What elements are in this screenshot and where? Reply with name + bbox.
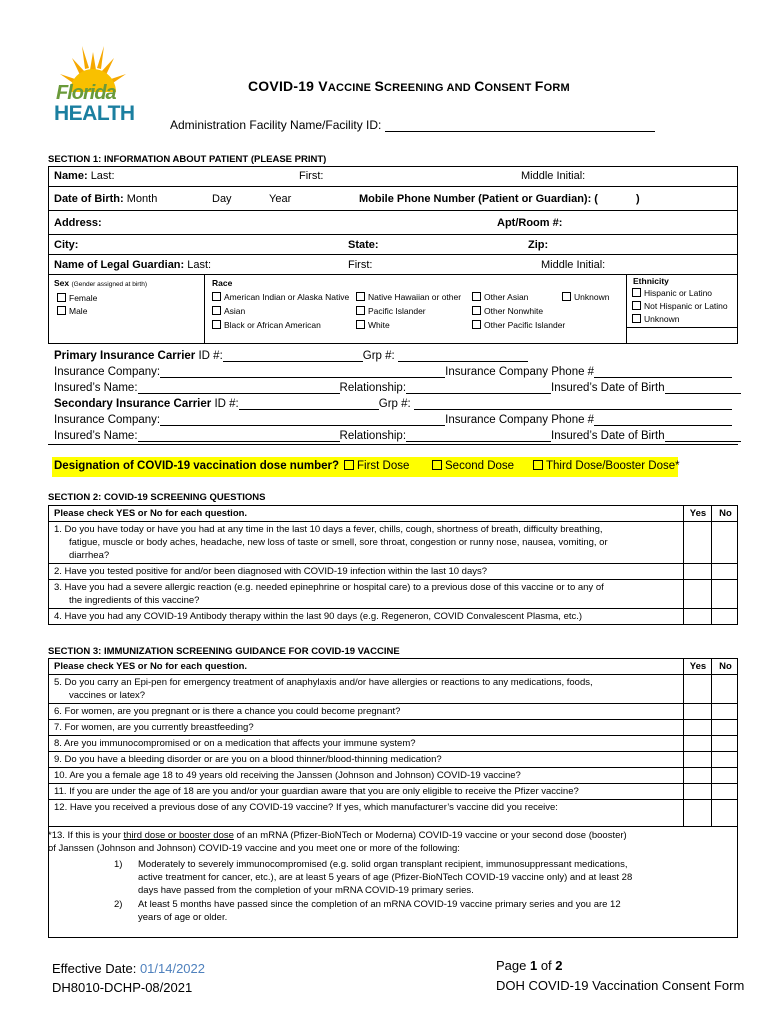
q5-no-cell[interactable] <box>711 675 739 703</box>
race-asian[interactable]: Asian <box>212 306 245 316</box>
q4-yes-cell[interactable] <box>683 609 712 624</box>
ethnicity-unknown[interactable]: Unknown <box>632 314 679 324</box>
primary-company-row[interactable]: Insurance Company: Insurance Company Phone # <box>54 365 732 378</box>
question-4-row[interactable]: 4. Have you had any COVID-19 Antibody therapy within the last 90 days (e.g. Regeneron, COVID Convalescent Plasma, etc.) <box>49 609 737 624</box>
q4-no-cell[interactable] <box>711 609 739 624</box>
q6-no-cell[interactable] <box>711 704 739 719</box>
question-3-row[interactable]: 3. Have you had a severe allergic reaction (e.g. needed epinephrine or hospital care) to a previous dose of this vaccine or to any of the ingredients of this vaccine? <box>49 580 737 609</box>
question-6-row[interactable]: 6. For women, are you pregnant or is there a chance you could become pregnant? <box>49 704 737 720</box>
q8-yes-cell[interactable] <box>683 736 712 751</box>
section2-table <box>48 505 738 625</box>
question-11-row[interactable]: 11. If you are under the age of 18 are you and/or your guardian aware that you are only eligible to receive the Pfizer vaccine? <box>49 784 737 800</box>
q2-no-cell[interactable] <box>711 564 739 579</box>
race-native-hawaiian[interactable]: Native Hawaiian or other <box>356 292 461 302</box>
secondary-company-row[interactable]: Insurance Company: Insurance Company Phone # <box>54 413 732 426</box>
race-other-asian[interactable]: Other Asian <box>472 292 528 302</box>
section3-table <box>48 658 738 938</box>
question-7-row[interactable]: 7. For women, are you currently breastfeeding? <box>49 720 737 736</box>
question-13-row[interactable]: *13. If this is your third dose or booster dose of an mRNA (Pfizer-BioNTech or Moderna) COVID-19 vaccine or your second dose (booster) of Janssen (Johnson and Johnson) COVID-19 vaccine and you meet one or more of the following: 1) Moderately to severely immunocompromised (e.g. solid organ transplant recipient, immunosuppressant medications, active treatment for cancer, etc.), are at least 5 years of age (Pfizer-BioNTech COVID-19 vaccine only) and at least 28 days have passed from the completion of your mRNA COVID-19 primary series. 2) At least 5 months have passed since the completion of an mRNA COVID-19 vaccine primary series and you are 12 years of age or older. <box>48 830 633 923</box>
male-checkbox[interactable]: Male <box>57 306 87 316</box>
race-black[interactable]: Black or African American <box>212 320 321 330</box>
q2-yes-cell[interactable] <box>683 564 712 579</box>
question-2-row[interactable]: 2. Have you tested positive for and/or been diagnosed with COVID-19 infection within the last 10 days? <box>49 564 737 580</box>
secondary-insured-row[interactable]: Insured’s Name: Relationship: Insured’s Date of Birth <box>54 429 741 442</box>
question-9-row[interactable]: 9. Do you have a bleeding disorder or are you on a blood thinner/blood-thinning medication? <box>49 752 737 768</box>
second-dose-checkbox[interactable]: Second Dose <box>432 460 514 472</box>
first-dose-checkbox[interactable]: First Dose <box>344 460 409 472</box>
q9-no-cell[interactable] <box>711 752 739 767</box>
question-10-row[interactable]: 10. Are you a female age 18 to 49 years old receiving the Janssen (Johnson and Johnson) COVID-19 vaccine? <box>49 768 737 784</box>
question-1-row[interactable]: 1. Do you have today or have you had at any time in the last 10 days a fever, chills, cough, shortness of breath, difficulty breathing, fatigue, muscle or body aches, headache, new loss of taste or smell, sore throat, congestion or runny nose, nausea, vomiting, or diarrhea? <box>49 522 737 564</box>
dose-designation-row: Designation of COVID-19 vaccination dose number? First Dose Second Dose Third Dose/Booster Dose* <box>52 457 678 477</box>
primary-insurance-row[interactable]: Primary Insurance Carrier ID #: Grp #: <box>54 349 528 362</box>
q8-no-cell[interactable] <box>711 736 739 751</box>
race-pacific-islander[interactable]: Pacific Islander <box>356 306 426 316</box>
third-dose-checkbox[interactable]: Third Dose/Booster Dose* <box>533 460 680 472</box>
q7-yes-cell[interactable] <box>683 720 712 735</box>
q3-yes-cell[interactable] <box>683 580 712 608</box>
q3-no-cell[interactable] <box>711 580 739 608</box>
q6-yes-cell[interactable] <box>683 704 712 719</box>
race-unknown[interactable]: Unknown <box>562 292 609 302</box>
q12-no-cell[interactable] <box>711 800 739 826</box>
race-white[interactable]: White <box>356 320 390 330</box>
q11-no-cell[interactable] <box>711 784 739 799</box>
section2-header-row: Please check YES or No for each question. Yes No <box>49 506 737 522</box>
primary-insured-row[interactable]: Insured’s Name: Relationship: Insured’s Date of Birth <box>54 381 741 394</box>
logo-word-health: HEALTH <box>54 102 135 125</box>
q5-yes-cell[interactable] <box>683 675 712 703</box>
question-5-row[interactable]: 5. Do you carry an Epi-pen for emergency treatment of anaphylaxis and/or have allergies or reactions to any medications, foods, vaccines or latex? <box>49 675 737 704</box>
patient-info-box: Name: Last: First: Middle Initial: Date of Birth: Month Day Year Mobile Phone Number (Patient or Guardian): ( ) Address: Apt/Room #: City: State: Zip: Name of Legal Guardian: Last: First: Middle Initial: Sex (Gender assigned at birth) Female Male Race American Indian or Alaska Native Asian Black or African American Native Hawaiian or other Pacific Islander White Other Asian Other Nonwhite Other Pacific Islander Unknown Ethnicity Hispanic or Latino Not Hispanic or Latino Unknown <box>48 166 738 344</box>
section1-heading: SECTION 1: INFORMATION ABOUT PATIENT (PLEASE PRINT) <box>48 154 327 165</box>
page-number: Page 1 of 2 <box>496 958 563 973</box>
form-title: COVID-19 VACCINE SCREENING AND CONSENT FORM <box>248 78 570 94</box>
question-12-row[interactable]: 12. Have you received a previous dose of any COVID-19 vaccine? If yes, which manufacturer’s vaccine did you receive: <box>49 800 737 827</box>
ethnicity-hispanic[interactable]: Hispanic or Latino <box>632 288 712 298</box>
form-name: DOH COVID-19 Vaccination Consent Form <box>496 978 745 993</box>
ethnicity-not-hispanic[interactable]: Not Hispanic or Latino <box>632 301 728 311</box>
facility-field[interactable]: Administration Facility Name/Facility ID: <box>170 118 655 132</box>
q10-no-cell[interactable] <box>711 768 739 783</box>
effective-date: Effective Date: 01/14/2022 <box>52 961 206 976</box>
q11-yes-cell[interactable] <box>683 784 712 799</box>
q1-no-cell[interactable] <box>711 522 739 563</box>
logo-word-florida: Florida <box>56 82 116 104</box>
section3-heading: SECTION 3: IMMUNIZATION SCREENING GUIDANCE FOR COVID-19 VACCINE <box>48 646 400 657</box>
question-8-row[interactable]: 8. Are you immunocompromised or on a medication that affects your immune system? <box>49 736 737 752</box>
q10-yes-cell[interactable] <box>683 768 712 783</box>
q12-yes-cell[interactable] <box>683 800 712 826</box>
q7-no-cell[interactable] <box>711 720 739 735</box>
race-other-nonwhite[interactable]: Other Nonwhite <box>472 306 543 316</box>
female-checkbox[interactable]: Female <box>57 293 97 303</box>
race-other-pacific[interactable]: Other Pacific Islander <box>472 320 565 330</box>
section2-heading: SECTION 2: COVID-19 SCREENING QUESTIONS <box>48 492 266 503</box>
race-american-indian[interactable]: American Indian or Alaska Native <box>212 292 349 302</box>
q1-yes-cell[interactable] <box>683 522 712 563</box>
section3-header-row: Please check YES or No for each question. Yes No <box>49 659 737 675</box>
q9-yes-cell[interactable] <box>683 752 712 767</box>
secondary-insurance-row[interactable]: Secondary Insurance Carrier ID #: Grp #: <box>54 397 732 410</box>
florida-health-logo <box>52 40 134 124</box>
form-code: DH8010-DCHP-08/2021 <box>52 980 193 995</box>
